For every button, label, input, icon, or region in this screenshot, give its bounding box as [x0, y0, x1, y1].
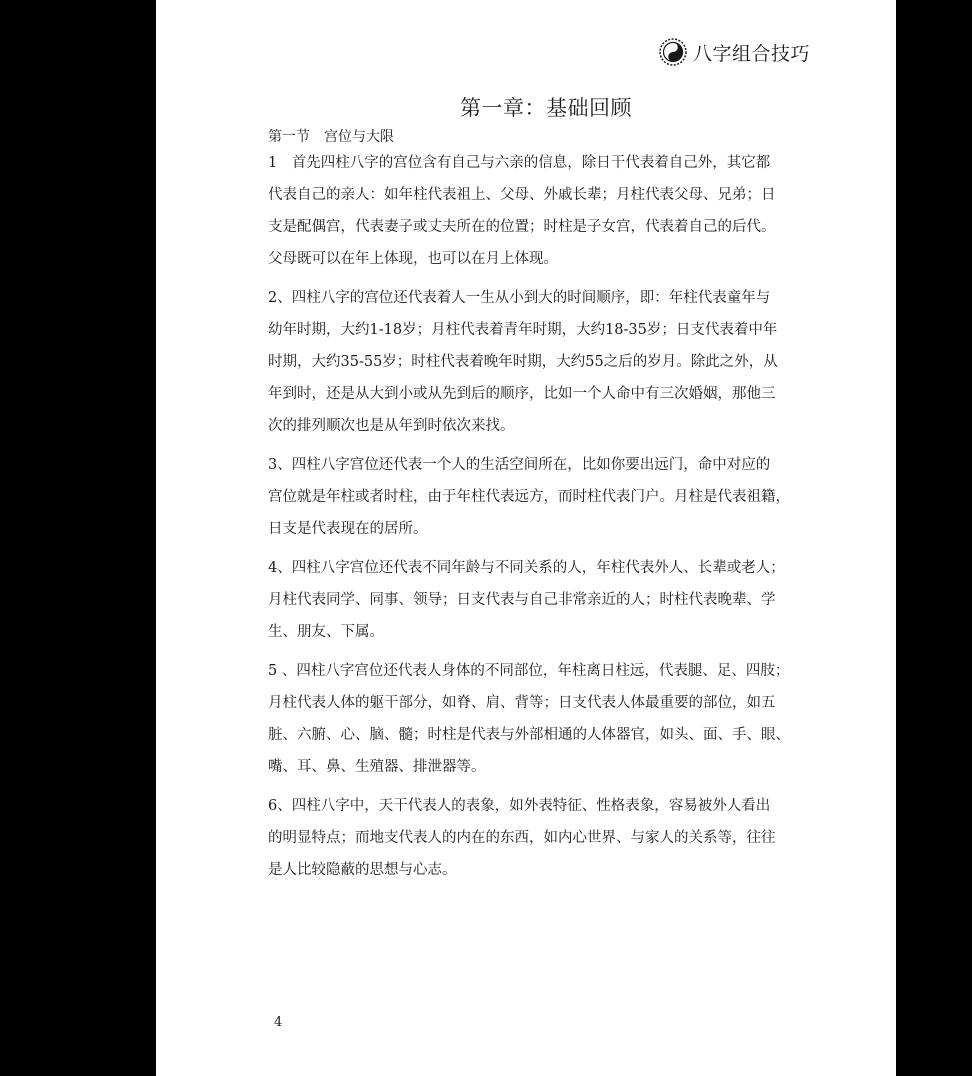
text-line: 宫位就是年柱或者时柱，由于年柱代表远方，而时柱代表门户。月柱是代表祖籍， [268, 489, 790, 505]
text-line: 的明显特点；而地支代表人的内在的东西，如内心世界、与家人的关系等，往往 [268, 830, 776, 846]
text-line: 次的排列顺次也是从年到时依次来找。 [268, 418, 515, 434]
chapter-title: 第一章：基础回顾 [460, 96, 632, 120]
text-line: 时期，大约35-55岁；时柱代表着晚年时期，大约55之后的岁月。除此之外，从 [268, 354, 778, 370]
paragraph [268, 552, 816, 648]
text-line: 5 、四柱八字宫位还代表人身体的不同部位，年柱离日柱远，代表腿、足、四肢； [268, 663, 790, 679]
text-line: 脏、六腑、心、脑、髓；时柱是代表与外部相通的人体器官，如头、面、手、眼、 [268, 727, 790, 743]
text-line: 幼年时期，大约1-18岁；月柱代表着青年时期，大约18-35岁；日支代表着中年 [268, 322, 778, 338]
paragraph [268, 655, 816, 783]
page-number: 4 [274, 1015, 283, 1030]
book-title: 八字组合技巧 [692, 42, 810, 65]
running-header [659, 38, 810, 66]
text-line: 生、朋友、下属。 [268, 624, 384, 640]
text-line: 6、四柱八字中，天干代表人的表象，如外表特征、性格表象，容易被外人看出 [268, 798, 771, 814]
text-line: 2、四柱八字的宫位还代表着人一生从小到大的时间顺序，即：年柱代表童年与 [268, 290, 771, 306]
paragraph [268, 282, 816, 442]
body-text [268, 147, 816, 886]
text-line: 父母既可以在年上体现，也可以在月上体现。 [268, 251, 558, 267]
text-line: 代表自己的亲人：如年柱代表祖上、父母、外戚长辈；月柱代表父母、兄弟；日 [268, 187, 776, 203]
text-line: 日支是代表现在的居所。 [268, 521, 428, 537]
yin-yang-icon [659, 38, 687, 66]
paragraph [268, 449, 816, 545]
document-page [156, 0, 896, 1076]
text-line: 嘴、耳、鼻、生殖器、排泄器等。 [268, 759, 486, 775]
text-line: 4、四柱八字宫位还代表不同年龄与不同关系的人，年柱代表外人、长辈或老人； [268, 560, 785, 576]
text-line: 月柱代表同学、同事、领导；日支代表与自己非常亲近的人；时柱代表晚辈、学 [268, 592, 776, 608]
section-heading: 第一节 宫位与大限 [268, 129, 394, 145]
paragraph [268, 790, 816, 886]
text-line: 3、四柱八字宫位还代表一个人的生活空间所在，比如你要出远门，命中对应的 [268, 457, 771, 473]
paragraph [268, 147, 816, 275]
text-line: 月柱代表人体的躯干部分，如脊、肩、背等；日支代表人体最重要的部位，如五 [268, 695, 776, 711]
text-line: 是人比较隐蔽的思想与心志。 [268, 862, 457, 878]
text-line: 支是配偶宫，代表妻子或丈夫所在的位置；时柱是子女宫，代表着自己的后代。 [268, 219, 776, 235]
text-line: 1 首先四柱八字的宫位含有自己与六亲的信息，除日干代表着自己外，其它都 [268, 155, 771, 171]
text-line: 年到时，还是从大到小或从先到后的顺序，比如一个人命中有三次婚姻，那他三 [268, 386, 776, 402]
